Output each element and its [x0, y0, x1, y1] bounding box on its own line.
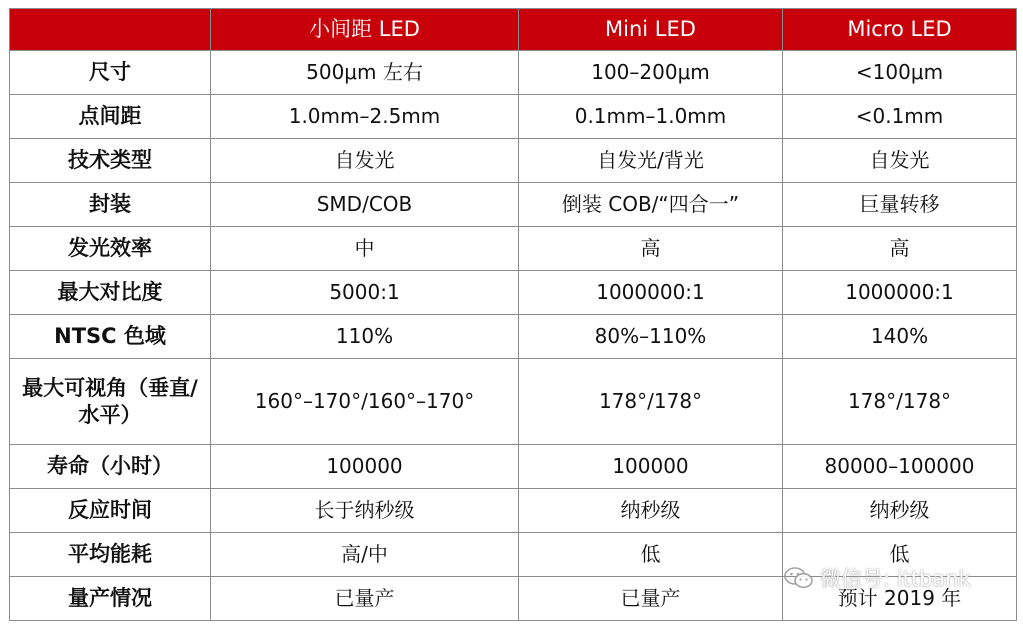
- table-cell: 低: [519, 533, 783, 577]
- table-cell: 自发光: [783, 139, 1017, 183]
- table-cell: 已量产: [519, 577, 783, 621]
- comparison-table: [9, 8, 1017, 621]
- row-label: 尺寸: [10, 51, 211, 95]
- table-row: [10, 315, 1017, 359]
- table-cell: 1.0mm–2.5mm: [211, 95, 519, 139]
- table-row: [10, 51, 1017, 95]
- header-row: [10, 9, 1017, 51]
- table-cell: 中: [211, 227, 519, 271]
- table-cell: 高/中: [211, 533, 519, 577]
- header-small-pitch-led: 小间距 LED: [211, 9, 519, 51]
- table-cell: 178°/178°: [519, 359, 783, 445]
- table-cell: 1000000:1: [783, 271, 1017, 315]
- table-cell: 纳秒级: [519, 489, 783, 533]
- wechat-icon: [784, 566, 814, 590]
- row-label: 量产情况: [10, 577, 211, 621]
- watermark: [784, 563, 971, 593]
- table-cell: 高: [783, 227, 1017, 271]
- table-cell: 长于纳秒级: [211, 489, 519, 533]
- table-cell: 100000: [211, 445, 519, 489]
- table-row: [10, 139, 1017, 183]
- table-cell: 已量产: [211, 577, 519, 621]
- table-row: [10, 359, 1017, 445]
- row-label: 技术类型: [10, 139, 211, 183]
- watermark-text: 微信号: ittbank: [820, 567, 971, 591]
- table-cell: 110%: [211, 315, 519, 359]
- table-row: [10, 489, 1017, 533]
- header-mini-led: Mini LED: [519, 9, 783, 51]
- header-micro-led: Micro LED: [783, 9, 1017, 51]
- row-label: 最大可视角（垂直/水平）: [10, 359, 211, 445]
- table-cell: 178°/178°: [783, 359, 1017, 445]
- table-cell: 100–200μm: [519, 51, 783, 95]
- table-row: [10, 227, 1017, 271]
- row-label: 封装: [10, 183, 211, 227]
- row-label: 寿命（小时）: [10, 445, 211, 489]
- table-cell: 160°–170°/160°–170°: [211, 359, 519, 445]
- row-label: 发光效率: [10, 227, 211, 271]
- row-label: 点间距: [10, 95, 211, 139]
- table-cell: 500μm 左右: [211, 51, 519, 95]
- table-row: [10, 445, 1017, 489]
- table-cell: 自发光/背光: [519, 139, 783, 183]
- table-row: [10, 183, 1017, 227]
- table-cell: 1000000:1: [519, 271, 783, 315]
- table-cell: 100000: [519, 445, 783, 489]
- table-cell: 纳秒级: [783, 489, 1017, 533]
- row-label: NTSC 色域: [10, 315, 211, 359]
- table-cell: 预计 2019 年: [783, 577, 1017, 621]
- table-cell: 高: [519, 227, 783, 271]
- table-cell: 80000–100000: [783, 445, 1017, 489]
- row-label: 最大对比度: [10, 271, 211, 315]
- row-label: 平均能耗: [10, 533, 211, 577]
- table-cell: 倒装 COB/“四合一”: [519, 183, 783, 227]
- table-cell: SMD/COB: [211, 183, 519, 227]
- table-row: [10, 95, 1017, 139]
- table-cell: 低: [783, 533, 1017, 577]
- row-label: 反应时间: [10, 489, 211, 533]
- table-cell: 140%: [783, 315, 1017, 359]
- table-row: [10, 271, 1017, 315]
- table-cell: 自发光: [211, 139, 519, 183]
- table-cell: 80%–110%: [519, 315, 783, 359]
- table-cell: 5000:1: [211, 271, 519, 315]
- table-cell: <0.1mm: [783, 95, 1017, 139]
- table-cell: 0.1mm–1.0mm: [519, 95, 783, 139]
- table-cell: <100μm: [783, 51, 1017, 95]
- table-cell: 巨量转移: [783, 183, 1017, 227]
- header-corner-cell: [10, 9, 211, 51]
